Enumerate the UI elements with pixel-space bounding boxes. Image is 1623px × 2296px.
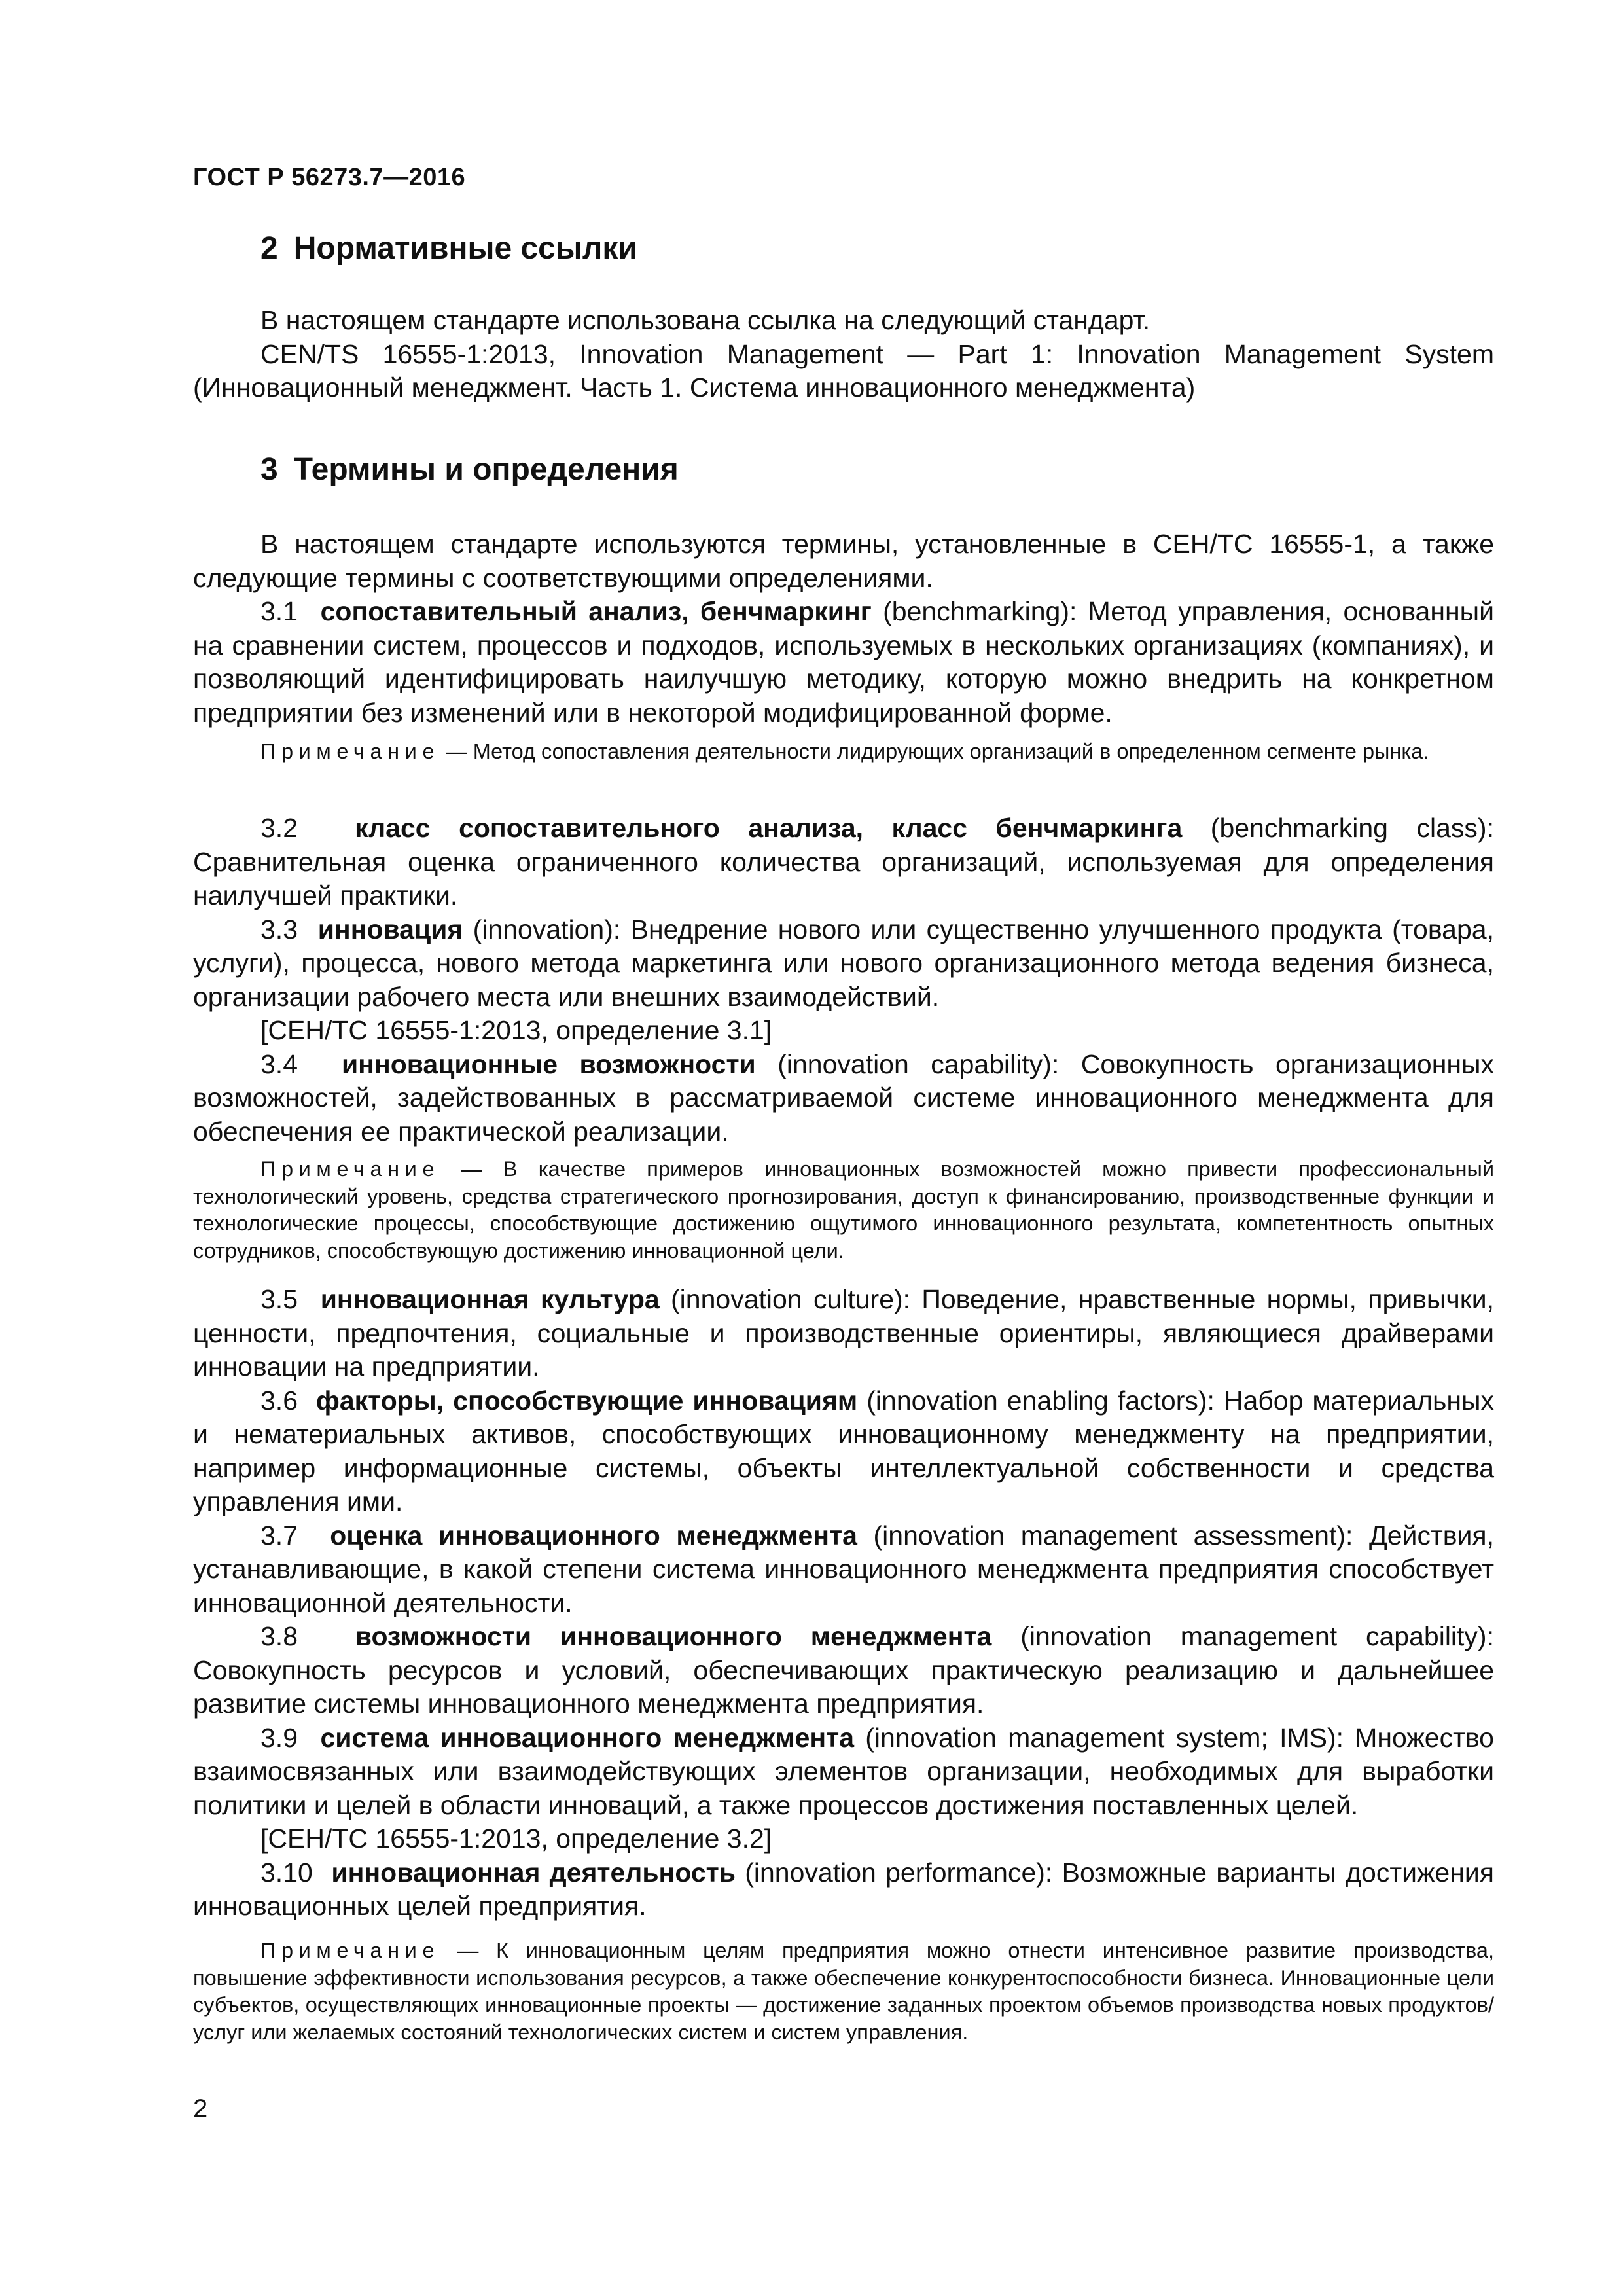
term-name: инновационная культура xyxy=(320,1284,660,1314)
paragraph: В настоящем стандарте используются термины, установленные в СЕН/ТС 16555-1, а также следующие термины с соответствующими определениями. xyxy=(193,529,1494,593)
term-3-4: 3.4 инновационные возможности (innovation capability): Совокупность организационных возможностей, задействованных в рассматриваемой системе инновационного менеджмента для обеспечения ее практической реализации. xyxy=(193,1049,1494,1147)
note-label: Примечание xyxy=(260,1157,440,1181)
term-name: факторы, способствующие инновациям xyxy=(315,1385,858,1416)
section-3-heading xyxy=(260,452,679,488)
term-3-9: 3.9 система инновационного менеджмента (innovation management system; IMS): Множество взаимосвязанных или взаимодействующих элементов организации, необходимых для выработки политики и целей в области инноваций, а также процессов достижения поставленных целей. xyxy=(193,1722,1494,1820)
term-3-1: 3.1 сопоставительный анализ, бенчмаркинг (benchmarking): Метод управления, основанный на сравнении систем, процессов и подходов, используемых в нескольких организациях (компаниях), и позволяющий идентифицировать наилучшую методику, которую можно внедрить на конкретном предприятии без изменений или в некоторой модифицированной форме. xyxy=(193,596,1494,728)
term-name: инновация xyxy=(317,914,463,944)
note-label: Примечание xyxy=(260,740,440,763)
document-id: ГОСТ Р 56273.7—2016 xyxy=(193,164,466,191)
term-3-5: 3.5 инновационная культура (innovation culture): Поведение, нравственные нормы, привычки, ценности, предпочтения, социальные и производственные ориентиры, являющиеся драйверами инновации на предприятии. xyxy=(193,1284,1494,1382)
paragraph: В настоящем стандарте использована ссылка на следующий стандарт. xyxy=(260,305,1150,335)
term-name: класс сопоставительного анализа, класс бенчмаркинга xyxy=(355,813,1183,843)
page-number: 2 xyxy=(193,2094,208,2123)
term-3-10: 3.10 инновационная деятельность (innovation performance): Возможные варианты достижения инновационных целей предприятия. xyxy=(193,1857,1494,1921)
term-3-6: 3.6 факторы, способствующие инновациям (innovation enabling factors): Набор материальных и нематериальных активов, способствующих инновационному менеджменту на предприятии, например информационные системы, объекты интеллектуальной собственности и средства управления ими. xyxy=(193,1385,1494,1516)
term-name: инновационные возможности xyxy=(341,1049,756,1079)
term-name: система инновационного менеджмента xyxy=(320,1722,855,1753)
section-3-intro-and-3-1 xyxy=(193,528,1494,730)
section-2-body xyxy=(193,304,1494,405)
section-number: 2 xyxy=(260,231,278,266)
note-3-10: Примечание — К инновационным целям предприятия можно отнести интенсивное развитие производства, повышение эффективности использования ресурсов, а также обеспечение конкурентоспособности бизнеса. Инновационные цели субъектов, осуществляющих инновационные проекты — достижение заданных проектом объемов производства новых продуктов/услуг или желаемых состояний технологических систем и систем управления. xyxy=(193,1939,1494,2044)
terms-3-2-to-3-4 xyxy=(193,812,1494,1149)
note-3-1: Примечание — Метод сопоставления деятельности лидирующих организаций в определенном сегменте рынка. xyxy=(260,740,1429,763)
source-ref: [СЕН/ТС 16555-1:2013, определение 3.1] xyxy=(260,1015,772,1045)
note-3-4: Примечание — В качестве примеров инновационных возможностей можно привести профессиональный технологический уровень, средства стратегического прогнозирования, доступ к финансированию, производственные функции и технологические процессы, способствующие достижению ощутимого инновационного результата, компетентность опытных сотрудников, способствующую достижению инновационной цели. xyxy=(193,1157,1494,1263)
term-name: инновационная деятельность xyxy=(331,1857,736,1888)
term-name: возможности инновационного менеджмента xyxy=(355,1621,992,1651)
section-title: Нормативные ссылки xyxy=(293,231,637,266)
term-3-8: 3.8 возможности инновационного менеджмента (innovation management capability): Совокупность ресурсов и условий, обеспечивающих практическую реализацию и дальнейшее развитие системы инновационного менеджмента предприятия. xyxy=(193,1621,1494,1719)
term-name: сопоставительный анализ, бенчмаркинг xyxy=(320,596,872,626)
term-3-3: 3.3 инновация (innovation): Внедрение нового или существенно улучшенного продукта (товара, услуги), процесса, нового метода маркетинга или нового организационного метода ведения бизнеса, организации рабочего места или внешних взаимодействий. xyxy=(193,914,1494,1012)
source-ref: [СЕН/ТС 16555-1:2013, определение 3.2] xyxy=(260,1823,772,1854)
term-3-7: 3.7 оценка инновационного менеджмента (innovation management assessment): Действия, устанавливающие, в какой степени система инновационного менеджмента предприятия способствует инновационной деятельности. xyxy=(193,1520,1495,1618)
section-number: 3 xyxy=(260,452,278,487)
term-name: оценка инновационного менеджмента xyxy=(330,1520,857,1551)
terms-3-5-to-3-10 xyxy=(193,1283,1494,1924)
term-3-2: 3.2 класс сопоставительного анализа, класс бенчмаркинга (benchmarking class): Сравнительная оценка ограниченного количества организаций, используемая для определения наилучшей практики. xyxy=(193,813,1494,910)
section-title: Термины и определения xyxy=(293,452,679,487)
note-label: Примечание xyxy=(260,1939,440,1962)
section-2-heading xyxy=(260,230,637,266)
paragraph: CEN/TS 16555-1:2013, Innovation Management — Part 1: Innovation Management System (Инновационный менеджмент. Часть 1. Система инновационного менеджмента) xyxy=(193,338,1494,403)
